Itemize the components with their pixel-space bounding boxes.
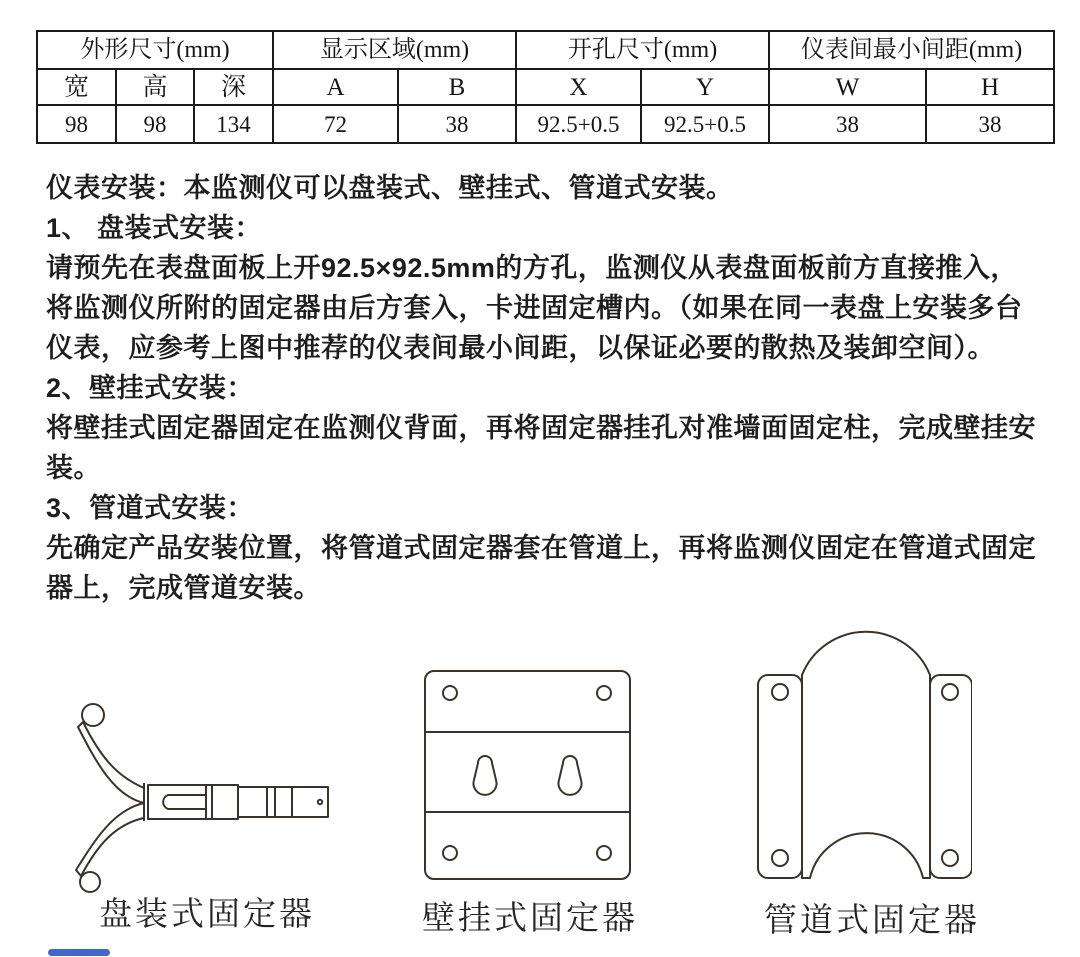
pipe-mount-fixture-figure <box>752 628 972 883</box>
col-x: X <box>516 69 641 105</box>
value-y: 92.5+0.5 <box>641 105 769 143</box>
group-outline-size: 外形尺寸(mm) <box>37 31 273 69</box>
table-subheader-row <box>37 69 1054 105</box>
wall-mount-fixture-drawing <box>420 668 635 883</box>
col-width: 宽 <box>37 69 116 105</box>
section-1-body-line: 仪表，应参考上图中推荐的仪表间最小间距，以保证必要的散热及装卸空间）。 <box>46 333 995 363</box>
col-y: Y <box>641 69 769 105</box>
section-2-body-line: 装。 <box>46 453 101 483</box>
col-height: 高 <box>116 69 194 105</box>
section-2-body-line: 将壁挂式固定器固定在监测仪背面，再将固定器挂孔对准墙面固定柱，完成壁挂安 <box>46 413 1036 443</box>
panel-mount-fixture-caption: 盘装式固定器 <box>99 897 315 933</box>
value-width: 98 <box>37 105 116 143</box>
value-depth: 134 <box>194 105 273 143</box>
footer-accent-bar <box>48 949 110 956</box>
pipe-mount-fixture-drawing <box>752 628 972 883</box>
value-w: 38 <box>769 105 926 143</box>
col-h: H <box>926 69 1054 105</box>
col-w: W <box>769 69 926 105</box>
table-group-header-row <box>37 31 1054 69</box>
value-h: 38 <box>926 105 1054 143</box>
value-b: 38 <box>398 105 516 143</box>
value-a: 72 <box>273 105 398 143</box>
section-3-body-line: 器上，完成管道安装。 <box>46 573 321 603</box>
wall-mount-fixture-caption: 壁挂式固定器 <box>422 901 638 937</box>
section-1-body-line: 将监测仪所附的固定器由后方套入，卡进固定槽内。（如果在同一表盘上安装多台 <box>46 293 1023 323</box>
table-value-row <box>37 105 1054 143</box>
section-3-heading: 3、管道式安装： <box>46 493 255 523</box>
wall-mount-fixture-figure <box>420 668 635 883</box>
panel-mount-fixture-drawing <box>70 700 340 895</box>
col-b: B <box>398 69 516 105</box>
pipe-mount-fixture-caption: 管道式固定器 <box>764 903 980 939</box>
installation-instructions <box>46 168 1046 608</box>
section-1-body-line: 请预先在表盘面板上开92.5×92.5mm的方孔，监测仪从表盘面板前方直接推入， <box>46 253 1018 283</box>
col-depth: 深 <box>194 69 273 105</box>
group-min-spacing: 仪表间最小间距(mm) <box>769 31 1054 69</box>
section-1-heading: 1、 盘装式安装： <box>46 213 263 243</box>
section-2-heading: 2、壁挂式安装： <box>46 373 255 403</box>
group-cutout-size: 开孔尺寸(mm) <box>516 31 769 69</box>
value-x: 92.5+0.5 <box>516 105 641 143</box>
intro-line: 仪表安装：本监测仪可以盘装式、壁挂式、管道式安装。 <box>46 173 734 203</box>
group-display-area: 显示区域(mm) <box>273 31 516 69</box>
col-a: A <box>273 69 398 105</box>
dimension-table <box>36 30 1055 144</box>
value-height: 98 <box>116 105 194 143</box>
panel-mount-fixture-figure <box>70 700 340 895</box>
section-3-body-line: 先确定产品安装位置，将管道式固定器套在管道上，再将监测仪固定在管道式固定 <box>46 533 1036 563</box>
